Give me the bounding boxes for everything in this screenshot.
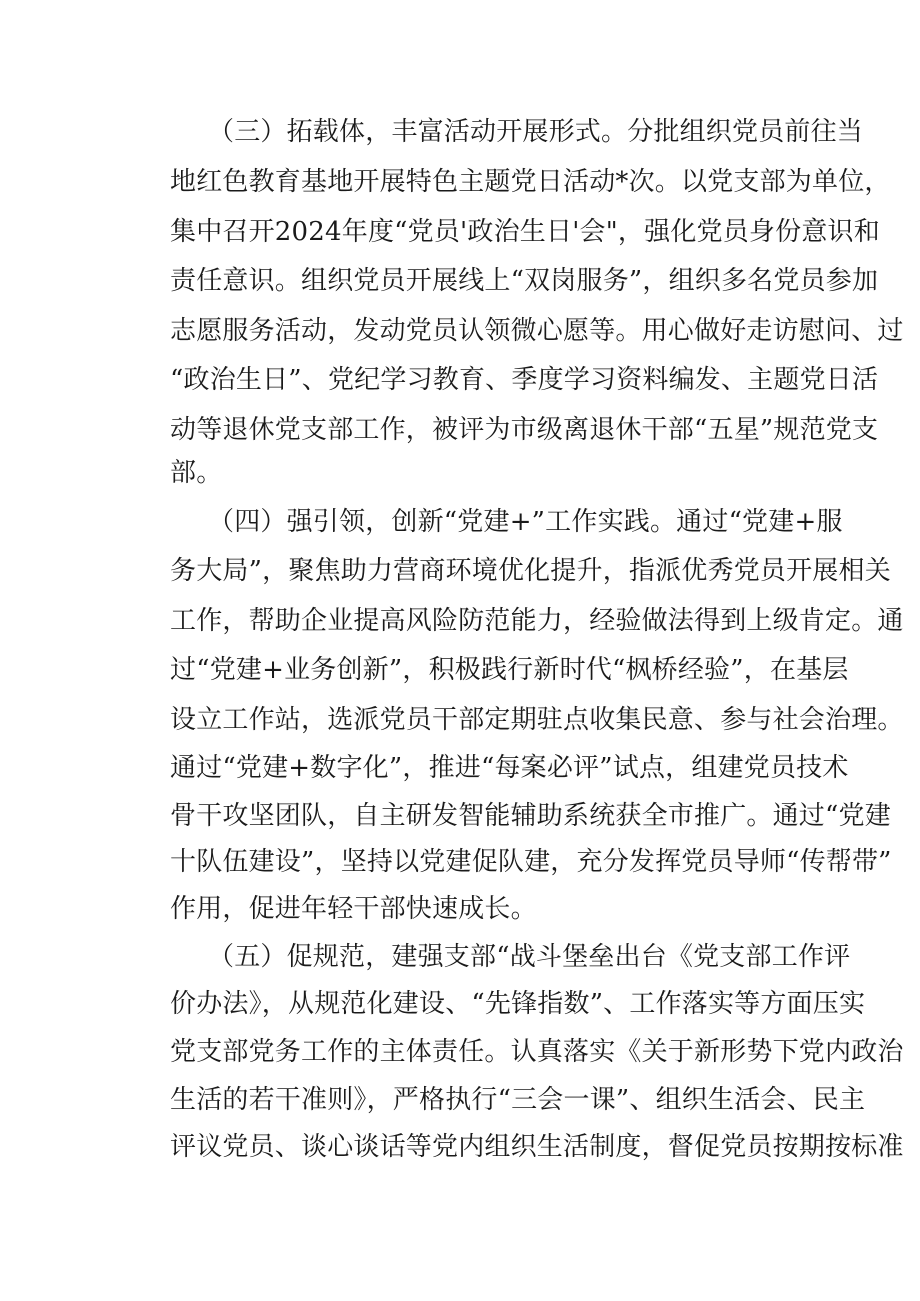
text-line: 地红色教育基地开展特色主题党日活动*次。以党支部为单位， — [170, 167, 891, 197]
text-line: 过“党建+业务创新”，积极践行新时代“枫桥经验”，在基层 — [170, 655, 849, 685]
text-line: 志愿服务活动，发动党员认领微心愿等。用心做好走访慰问、过 — [170, 316, 904, 346]
text-line: 党支部党务工作的主体责任。认真落实《关于新形势下党内政治 — [170, 1037, 904, 1067]
text-line: 骨干攻坚团队，自主研发智能辅助系统获全市推广。通过“党建 — [170, 801, 891, 831]
text-line: 部。 — [170, 458, 223, 488]
text-line: 评议党员、谈心谈话等党内组织生活制度，督促党员按期按标准 — [170, 1132, 904, 1162]
text-line: （三）拓载体，丰富活动开展形式。分批组织党员前往当 — [208, 117, 864, 147]
text-line: 价办法》，从规范化建设、“先锋指数”、工作落实等方面压实 — [170, 989, 866, 1019]
text-line: 通过“党建+数字化”，推进“每案必评”试点，组建党员技术 — [170, 753, 849, 783]
text-line: “政治生日”、党纪学习教育、季度学习资料编发、主题党日活 — [170, 365, 879, 395]
text-line: （四）强引领，创新“党建+”工作实践。通过“党建+服 — [208, 507, 843, 537]
text-line: （五）促规范，建强支部“战斗堡垒出台《党支部工作评 — [208, 942, 851, 972]
text-line: 责任意识。组织党员开展线上“双岗服务”，组织多名党员参加 — [170, 266, 879, 296]
text-line: 设立工作站，选派党员干部定期驻点收集民意、参与社会治理。 — [170, 705, 904, 735]
text-line: 作用，促进年轻干部快速成长。 — [170, 894, 537, 924]
text-line: 十队伍建设”，坚持以党建促队建，充分发挥党员导师“传帮带” — [170, 847, 892, 877]
text-line: 动等退休党支部工作，被评为市级离退休干部“五星”规范党支 — [170, 415, 879, 445]
text-line: 集中召开2024年度“党员'政治生日'会"，强化党员身份意识和 — [170, 217, 880, 247]
text-line: 务大局”，聚焦助力营商环境优化提升，指派优秀党员开展相关 — [170, 556, 891, 586]
text-line: 工作，帮助企业提高风险防范能力，经验做法得到上级肯定。通 — [170, 606, 904, 636]
text-line: 生活的若干准则》，严格执行“三会一课”、组织生活会、民主 — [170, 1085, 866, 1115]
